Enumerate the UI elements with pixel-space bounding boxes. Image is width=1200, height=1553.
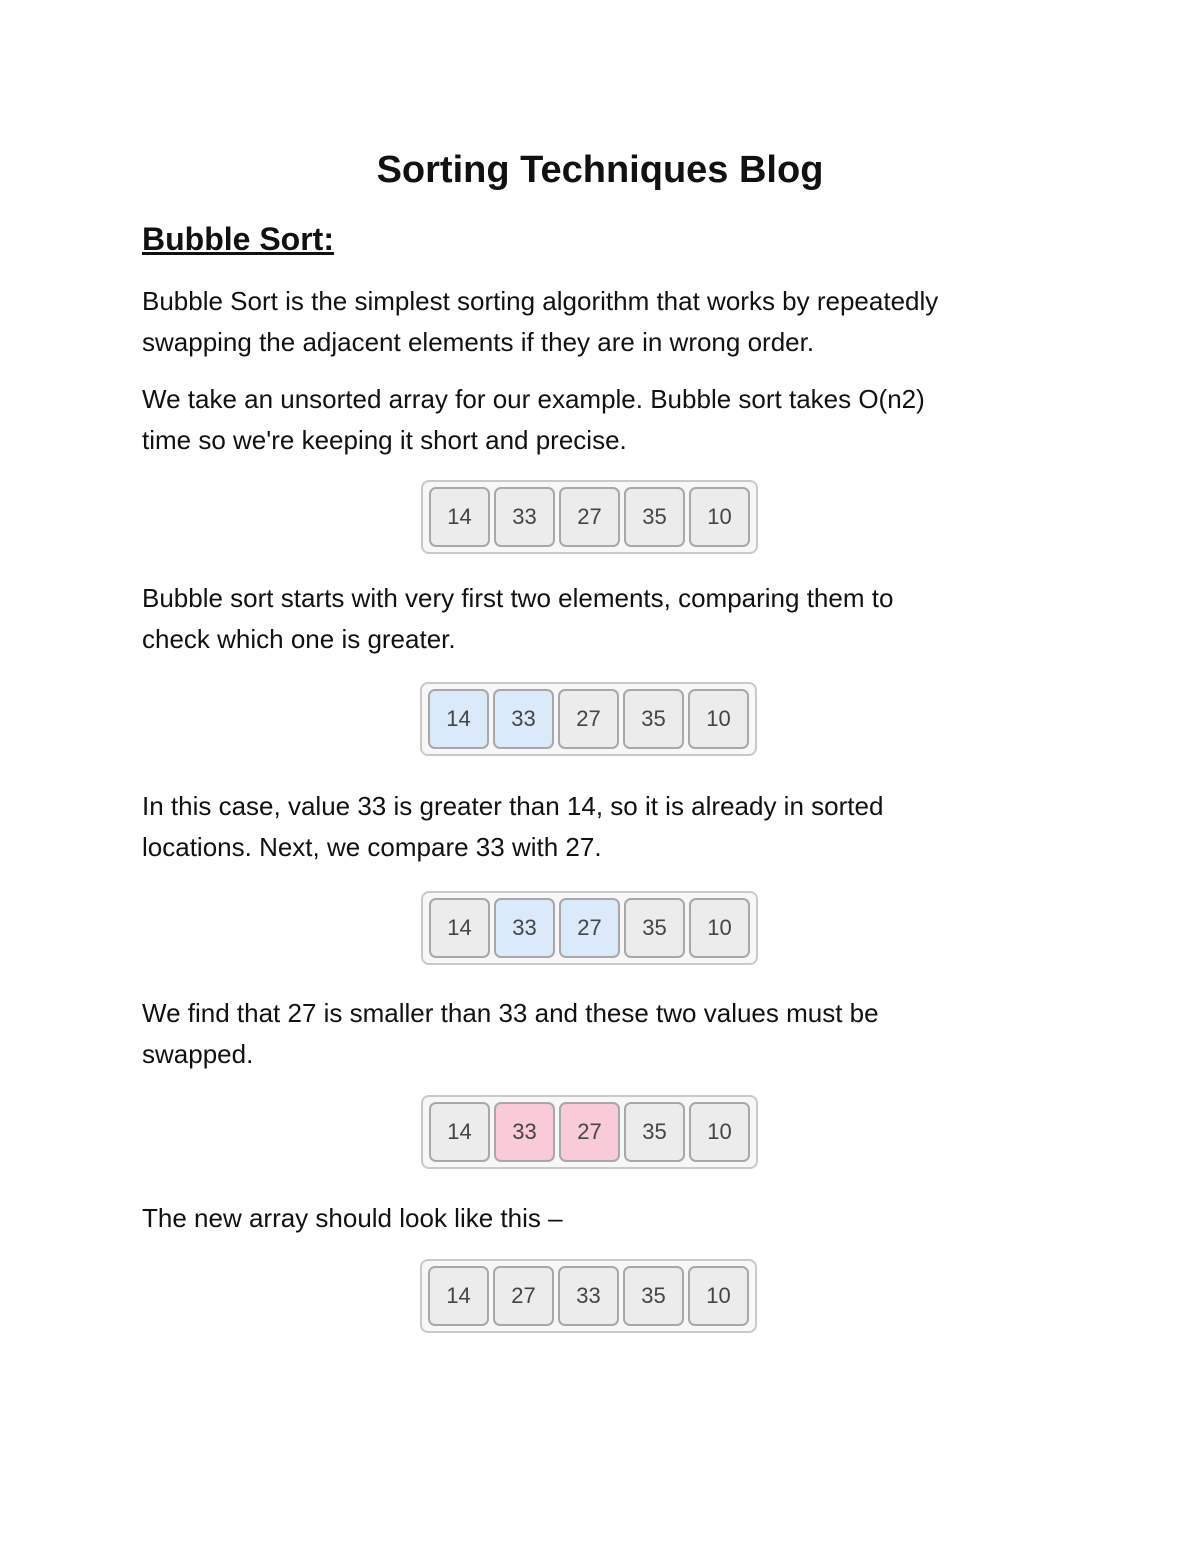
array-cell: 14 [429, 487, 490, 547]
array-cell: 14 [428, 1266, 489, 1326]
array-cell: 27 [559, 898, 620, 958]
array-cell: 10 [689, 487, 750, 547]
paragraph-line: locations. Next, we compare 33 with 27. [142, 832, 602, 862]
array-cell: 33 [494, 898, 555, 958]
paragraph-first-compare [142, 578, 1072, 660]
array-diagram [421, 891, 758, 965]
paragraph-line: Bubble sort starts with very first two elements, comparing them to [142, 583, 894, 613]
array-cell: 14 [429, 1102, 490, 1162]
array-cell: 10 [688, 689, 749, 749]
array-diagram [420, 682, 757, 756]
array-cell: 33 [493, 689, 554, 749]
array-cell: 27 [559, 1102, 620, 1162]
paragraph-line: swapped. [142, 1039, 254, 1069]
paragraph-example [142, 379, 1072, 461]
paragraph-intro [142, 281, 1072, 363]
array-cell: 14 [428, 689, 489, 749]
paragraph-sorted-location [142, 786, 1072, 868]
array-cell: 10 [689, 898, 750, 958]
array-cell: 35 [624, 898, 685, 958]
array-cell: 14 [429, 898, 490, 958]
paragraph-line: In this case, value 33 is greater than 14, so it is already in sorted [142, 791, 884, 821]
paragraph-line: We take an unsorted array for our example. Bubble sort takes O(n2) [142, 384, 925, 414]
page-title: Sorting Techniques Blog [376, 149, 824, 191]
array-diagram [421, 480, 758, 554]
paragraph-new-array [142, 1198, 1072, 1239]
array-cell: 35 [624, 1102, 685, 1162]
array-cell: 33 [494, 1102, 555, 1162]
paragraph-line: Bubble Sort is the simplest sorting algorithm that works by repeatedly [142, 286, 939, 316]
array-cell: 10 [689, 1102, 750, 1162]
paragraph-line: time so we're keeping it short and precise. [142, 425, 627, 455]
paragraph-swap [142, 993, 1072, 1075]
array-cell: 27 [493, 1266, 554, 1326]
array-cell: 33 [494, 487, 555, 547]
array-cell: 10 [688, 1266, 749, 1326]
array-cell: 35 [623, 689, 684, 749]
array-cell: 27 [558, 689, 619, 749]
paragraph-line: We find that 27 is smaller than 33 and these two values must be [142, 998, 879, 1028]
array-cell: 35 [623, 1266, 684, 1326]
paragraph-line: swapping the adjacent elements if they are in wrong order. [142, 327, 815, 357]
array-cell: 33 [558, 1266, 619, 1326]
paragraph-line: check which one is greater. [142, 624, 456, 654]
section-heading: Bubble Sort: [142, 221, 334, 257]
array-cell: 27 [559, 487, 620, 547]
paragraph-line: The new array should look like this – [142, 1203, 563, 1233]
array-cell: 35 [624, 487, 685, 547]
array-diagram [421, 1095, 758, 1169]
array-diagram [420, 1259, 757, 1333]
